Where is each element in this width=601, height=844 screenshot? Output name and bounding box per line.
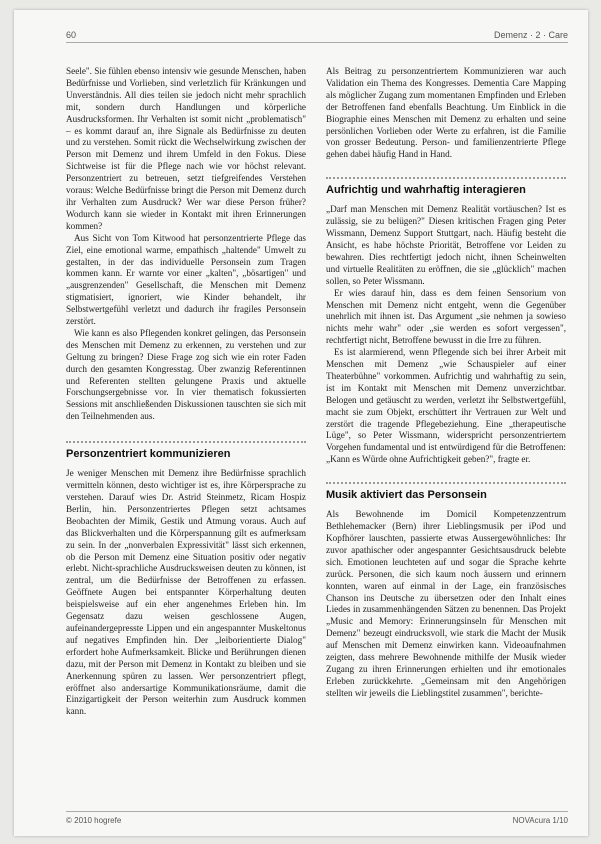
page-number: 60 xyxy=(66,30,77,40)
paragraph: Als Beitrag zu personzentriertem Kommunizieren war auch Validation ein Thema des Kongresses. Dementia Care Mapping als möglicher Zugang zum momentanen Empfinden und Erleben der Betroffenen fand ebenfalls Beachtung. Um Einblick in die Biographie eines Menschen mit Demenz zu erhalten und seine persönlichen Vorlieben oder Werte zu erfahren, ist die Familie von grosser Bedeutung. Person- und familienzentrierte Pflege gehen dabei häufig Hand in Hand. xyxy=(326,66,566,160)
copyright: © 2010 hogrefe xyxy=(66,816,122,825)
section-heading-personzentriert: Personzentriert kommunizieren xyxy=(66,441,306,468)
left-column xyxy=(66,66,306,718)
section-heading-aufrichtig: Aufrichtig und wahrhaftig interagieren xyxy=(326,177,566,204)
paragraph: Je weniger Menschen mit Demenz ihre Bedürfnisse sprachlich vermitteln können, desto wichtiger ist es, ihre Körpersprache zu verstehen. Darauf wies Dr. Astrid Steinmetz, Ricam Hospiz Berlin, hin. Personzentriertes Pflegen setzt achtsames Beobachten der Mimik, Gestik und Atmung voraus. Auch auf das Blickverhalten und die Körperspannung gilt es aufmerksam zu sein. In der „nonverbalen Expressivität" lässt sich erkennen, ob die Person mit Demenz eine Situation positiv oder negativ erlebt. Nicht-sprachliche Ausdrucksweisen deuten zu können, ist zentral, um die Bedürfnisse der Betroffenen zu erfassen. Geöffnete Augen bei entspannter Körperhaltung deuten beispielsweise auf ein eher angenehmes Erleben hin. Im Gegensatz dazu weisen geschlossene Augen, aufeinandergepresste Lippen und ein angespannter Muskeltonus auf negatives Empfinden hin. Der „leiborientierte Dialog" erfordert hohe Aufmerksamkeit. Blicke und Berührungen dienen dazu, mit der Person mit Demenz in Kontakt zu bleiben und sie Anerkennung spüren zu lassen. Wer personzentriert pflegt, eröffnet also andersartige Kommunikationsräume, damit die Einzigartigkeit der Person weiterhin zum Ausdruck kommen kann. xyxy=(66,468,306,717)
header-rule xyxy=(66,42,568,43)
paragraph: Es ist alarmierend, wenn Pflegende sich bei ihrer Arbeit mit Menschen mit Demenz „wie Schauspieler auf einer Theaterbühne" vorkommen. Aufrichtig und wahrhaftig zu sein, ist im Kontakt mit Menschen mit Demenz unverzichtbar. Belogen und getäuscht zu werden, verletzt ihr Selbstwertgefühl, macht sie zum Objekt, erschüttert ihr Vertrauen zur Welt und zerstört die tragende Pflegebeziehung. Eine „therapeutische Lüge", so Peter Wissmann, widerspricht personzentriertem Vorgehen fundamental und ist entwürdigend für die Betroffenen: „Kann es Würde ohne Aufrichtigkeit geben?", fragte er. xyxy=(326,347,566,465)
paragraph: Er wies darauf hin, dass es dem feinen Sensorium von Menschen mit Demenz nicht entgeht, wenn die Gegenüber unehrlich mit ihnen ist. Das Argument „sie nehmen ja sowieso nichts mehr wahr" oder „sie werden es sofort vergessen", rechtfertigt nicht, Betroffene bewusst in die Irre zu führen. xyxy=(326,287,566,346)
footer-rule xyxy=(66,811,568,812)
paragraph: Seele". Sie fühlen ebenso intensiv wie gesunde Menschen, haben Bedürfnisse und Vorlieben, sind verletzlich für Kränkungen und Unverständnis. All dies teilen sie jedoch nicht mehr sprachlich mit, sondern durch Handlungen und körperliche Ausdrucksformen. Ihr Verhalten ist somit nicht „problematisch" – es kommt darauf an, ihre Signale als Bedürfnisse zu deuten und zu verstehen. Somit rückt die Wechselwirkung zwischen der Person mit Demenz und ihrem Umfeld in den Fokus. Diese Sichtweise ist für die Pflege nach wie vor höchst relevant. Personzentriert zu betreuen, setzt tiefgreifendes Verstehen voraus: Welche Bedürfnisse bringt die Person mit Demenz durch ihr Verhalten zum Ausdruck? Wer war diese Person früher? Wodurch kann sie wieder in Kontakt mit ihren Erinnerungen kommen? xyxy=(66,66,306,231)
section-heading-musik: Musik aktiviert das Personsein xyxy=(326,482,566,509)
paragraph: Wie kann es also Pflegenden konkret gelingen, das Personsein des Menschen mit Demenz zu erkennen, zu verstehen und zur Geltung zu bringen? Diese Frage zog sich wie ein roter Faden durch den gesamten Kongresstag. Über zwanzig Referentinnen und Referenten stellten gelungene Praxis und aktuelle Forschungsergebnisse vor. In vier thematisch fokussierten Sessions mit anschließenden Diskussionen tauschten sie sich mit den Teilnehmenden aus. xyxy=(66,327,306,422)
paragraph: Aus Sicht von Tom Kitwood hat personzentrierte Pflege das Ziel, eine emotional warme, empathisch „haltende" Umwelt zu gestalten, in der das individuelle Personsein zum Tragen kommen kann. Er warnte vor einer „kalten", „bösartigen" und „ausgrenzenden" Gesellschaft, die Menschen mit Demenz stigmatisiert, ignoriert, wie Kinder behandelt, ihr Selbstwertgefühl verletzt und dadurch ihr fragiles Personsein zerstört. xyxy=(66,232,306,327)
paragraph: „Darf man Menschen mit Demenz Realität vortäuschen? Ist es zulässig, sie zu belügen?" Diesen kritischen Fragen ging Peter Wissmann, Demenz Support Stuttgart, nach. Häufig besteht die Ansicht, es habe höchste Priorität, Betroffene vor Leiden zu bewahren. Dies rechtfertigt jedoch nicht, ihnen Scheinwelten und virtuelle Realitäten zu eröffnen, die sie „glücklich" machen sollen, so Peter Wissmann. xyxy=(326,204,566,286)
right-column xyxy=(326,66,566,700)
running-title: Demenz · 2 · Care xyxy=(493,30,568,40)
paragraph: Als Bewohnende im Domicil Kompetenzzentrum Bethlehemacker (Bern) ihrer Lieblingsmusik per iPod und Kopfhörer lauschten, passierte etwas Aussergewöhnliches: Ihr zuvor apathischer oder angespannter Gesichtsausdruck belebte sich. Emotionen leuchteten auf und sogar die Sprache kehrte zurück. Personen, die sich kaum noch äussern und erinnern konnten, waren auf einmal in der Lage, ein französisches Chanson ins Deutsche zu übersetzen oder den Inhalt eines Liedes in zusammenhängenden Sätzen zu benennen. Das Projekt „Music and Memory: Erinnerungsinseln für Menschen mit Demenz" bezeugt eindrucksvoll, wie stark die Macht der Musik auf Menschen mit Demenz einwirken kann. Videoaufnahmen zeigten, dass mehrere Bewohnende mithilfe der Musik wieder Zugang zu ihren Erinnerungen erhielten und ihr emotionales Erleben zurückkehrte. „Gemeinsam mit den Angehörigen stellten wir jeweils die Lieblingstitel zusammen", berichte- xyxy=(326,509,566,698)
issue-label: NOVAcura 1/10 xyxy=(512,816,568,825)
magazine-page xyxy=(14,10,588,836)
